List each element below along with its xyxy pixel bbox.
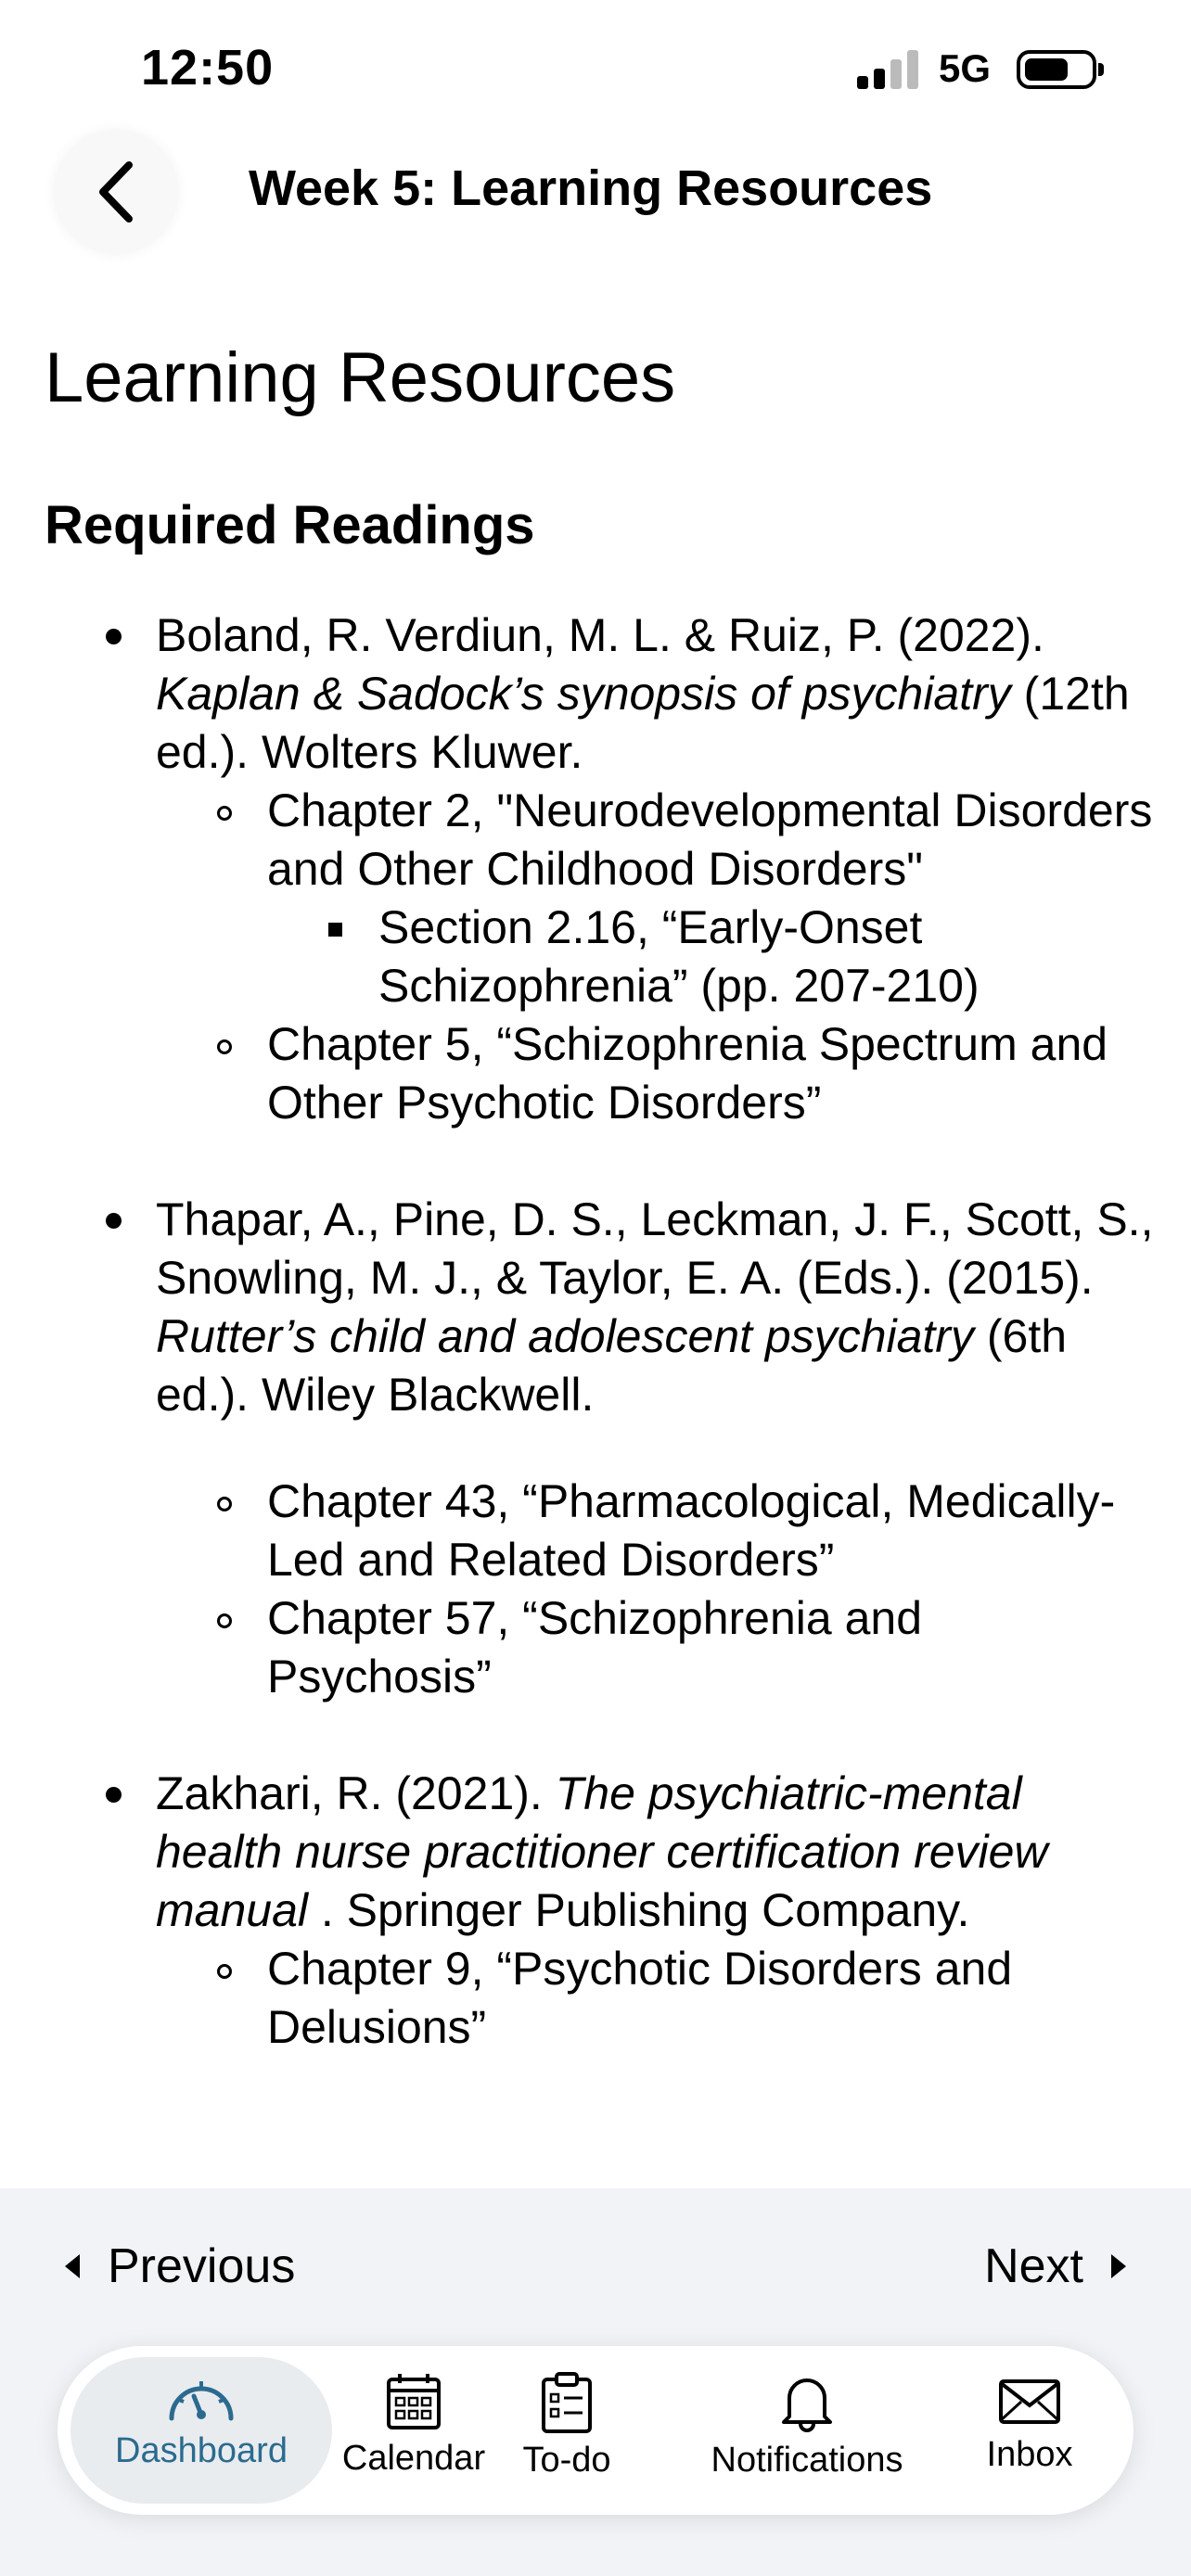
chapter-text: Chapter 43, “Pharmacological, Medically-Led and Related Disorders” (267, 1475, 1116, 1586)
reading-authors: Zakhari, R. (2021). (156, 1767, 543, 1819)
tab-label: Notifications (711, 2441, 903, 2480)
tab-notifications[interactable] (696, 2357, 918, 2504)
reading-authors: Boland, R. Verdiun, M. L. & Ruiz, P. (2022). (156, 609, 1044, 661)
bell-icon (776, 2372, 838, 2433)
page-content (45, 338, 1158, 2057)
speedometer-icon (166, 2372, 237, 2424)
section-text: Section 2.16, “Early-Onset Schizophrenia” (pp. 207-210) (378, 901, 980, 1012)
chapter-list (156, 1940, 1158, 2057)
network-label: 5G (939, 46, 992, 90)
status-time: 12:50 (141, 40, 275, 96)
tab-bar (58, 2346, 1133, 2515)
status-bar (0, 0, 1191, 139)
section-title: Required Readings (45, 495, 535, 555)
chapter-item (156, 1940, 1158, 2057)
caret-right-icon (1111, 2254, 1126, 2278)
back-button[interactable] (54, 130, 178, 254)
pager-bar (0, 2188, 1191, 2344)
chapter-item (156, 1473, 1158, 1589)
tab-label: To-do (522, 2441, 611, 2480)
clipboard-icon (540, 2372, 594, 2433)
tab-todo[interactable] (497, 2357, 636, 2504)
chapter-list (156, 782, 1158, 1132)
header-title: Week 5: Learning Resources (249, 160, 933, 216)
next-button[interactable] (984, 2238, 1126, 2294)
previous-label: Previous (108, 2239, 296, 2293)
next-label: Next (984, 2239, 1083, 2293)
envelope-icon (997, 2372, 1062, 2428)
reading-item (45, 1191, 1158, 1706)
tab-label: Inbox (986, 2435, 1073, 2474)
section-list (267, 899, 1158, 1015)
chapter-item (156, 782, 1158, 1015)
reading-book-title: Rutter’s child and adolescent psychiatry (156, 1310, 974, 1362)
battery-cap (1098, 63, 1104, 76)
tab-dashboard[interactable] (70, 2357, 332, 2504)
chapter-item (156, 1015, 1158, 1132)
reading-publisher: (12th ed.). Wolters Kluwer. (156, 668, 1130, 778)
chapter-item (156, 1589, 1158, 1706)
section-item (267, 899, 1158, 1015)
chapter-text: Chapter 2, "Neurodevelopmental Disorders and Other Childhood Disorders" (267, 784, 1153, 895)
chapter-text: Chapter 9, “Psychotic Disorders and Delusions” (267, 1943, 1013, 2053)
reading-publisher: (6th ed.). Wiley Blackwell. (156, 1310, 1068, 1421)
reading-item (45, 606, 1158, 1132)
tab-label: Dashboard (115, 2431, 288, 2470)
reading-book-title: The psychiatric-mental health nurse practitioner certification review manual (156, 1767, 1048, 1936)
calendar-icon (385, 2372, 442, 2431)
reading-publisher: . Springer Publishing Company. (308, 1884, 970, 1936)
reading-book-title: Kaplan & Sadock’s synopsis of psychiatry (156, 668, 1011, 720)
chapter-text: Chapter 5, “Schizophrenia Spectrum and Other Psychotic Disorders” (267, 1018, 1108, 1129)
tab-inbox[interactable] (965, 2357, 1095, 2504)
tab-label: Calendar (341, 2439, 486, 2478)
chapter-list (156, 1473, 1158, 1706)
tab-calendar[interactable] (334, 2357, 493, 2504)
chapter-text: Chapter 57, “Schizophrenia and Psychosis” (267, 1592, 923, 1702)
reading-authors: Thapar, A., Pine, D. S., Leckman, J. F., Scott, S., Snowling, M. J., & Taylor, E. A. (Eds.). (2015). (156, 1193, 1154, 1304)
caret-left-icon (65, 2254, 80, 2278)
page-title: Learning Resources (45, 338, 676, 417)
signal-icon (857, 48, 918, 89)
reading-item (45, 1765, 1158, 2057)
battery-icon (1017, 50, 1096, 89)
chevron-left-icon (96, 159, 136, 224)
readings-list (45, 606, 1158, 2057)
previous-button[interactable] (65, 2238, 295, 2294)
